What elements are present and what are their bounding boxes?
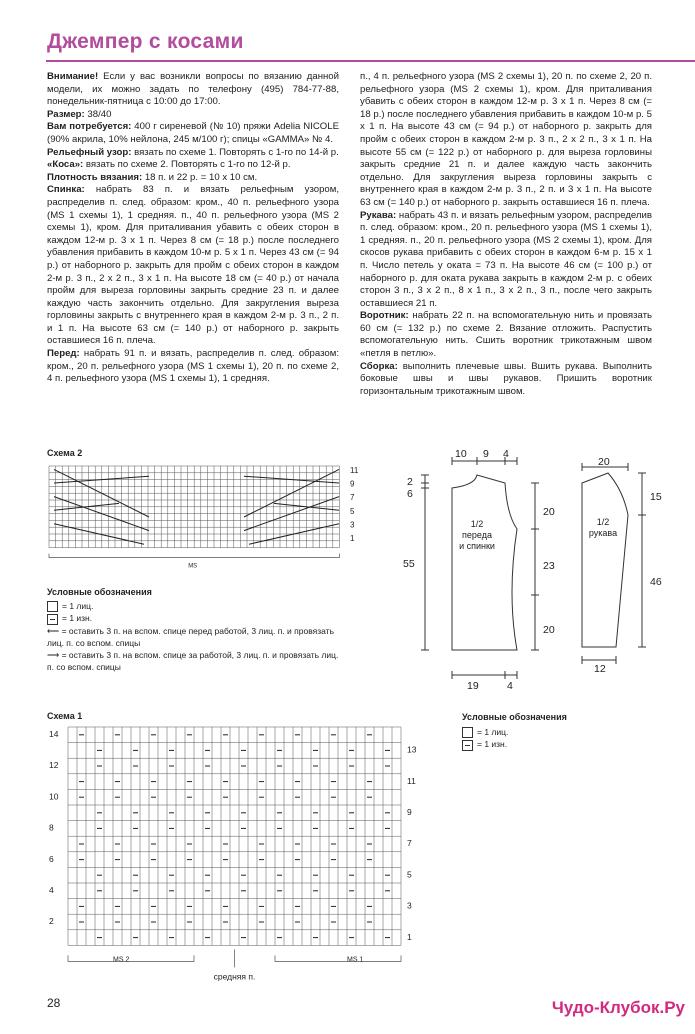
- front-outline: [452, 475, 517, 650]
- legend1-knit: = 1 лиц.: [462, 726, 508, 738]
- left_column-paragraph: Размер: 38/40: [47, 108, 112, 120]
- legend-cable-front: ⟵ = оставить 3 п. на вспом. спице перед работой, 3 лиц. п. и провязать лиц. п. со вспом. спицы: [47, 625, 335, 648]
- scheme2-grid: [49, 466, 339, 548]
- arrow-left-icon: ⟵: [47, 625, 60, 636]
- scheme2-ms-label: MS: [188, 563, 198, 570]
- scheme1-row-number-left: 2: [49, 916, 54, 927]
- scheme2-title: Схема 2: [47, 448, 83, 458]
- front-dim-right-20b: 20: [543, 624, 555, 636]
- scheme1-row-number-right: 7: [407, 838, 412, 849]
- scheme1-row-number-left: 12: [49, 760, 59, 771]
- scheme1-center-label: средняя п.: [213, 971, 256, 982]
- left-text-column: [47, 71, 339, 386]
- front-dim-bottom-19: 19: [467, 680, 479, 692]
- front-label-name: переда: [462, 530, 492, 540]
- front-back-pattern: [395, 445, 555, 695]
- scheme1-row-number-right: 1: [407, 931, 412, 942]
- scheme2-row-number: 11: [350, 466, 359, 475]
- scheme1-row-number-right: 5: [407, 869, 412, 880]
- front-label-fraction: 1/2: [470, 519, 484, 529]
- left_column-paragraph: Внимание! Если у вас возникли вопросы по вязанию данной модели, их можно задать по телефону (495) 784-77-88, понедельник-пятница с 10:00 до 17:00.: [47, 71, 339, 108]
- sleeve-dim-right-46: 46: [650, 576, 662, 588]
- page-title: Джемпер с косами: [47, 30, 244, 53]
- left_column-paragraph: Плотность вязания: 18 п. и 22 р. = 10 х 10 см.: [47, 171, 258, 183]
- scheme2-row-number: 9: [350, 479, 355, 489]
- scheme1-ms1-label: MS 1: [347, 956, 364, 964]
- sleeve-dim-bottom-12: 12: [594, 663, 606, 675]
- left_column-paragraph: Вам потребуется: 400 г сиреневой (№ 10) пряжи Adelia NICOLE (90% акрила, 10% нейлона, 245 м/100 г); спицы «GAMMA» № 4.: [47, 121, 339, 145]
- front-dim-left-2: 2: [407, 476, 413, 488]
- scheme1-chart: [47, 722, 427, 982]
- scheme1-legend-title: Условные обозначения: [462, 712, 567, 722]
- scheme2-row-number: 5: [350, 506, 355, 516]
- scheme2-legend: [47, 600, 347, 673]
- page-number: 28: [47, 996, 61, 1010]
- scheme1-row-number-right: 3: [407, 900, 412, 911]
- front-dim-top-4: 4: [503, 448, 509, 460]
- left_column-paragraph: Перед: набрать 91 п. и вязать, распределив п. след. образом: кром., 20 п. рельефного узора (MS 1 схемы 1), 20 п. по схеме 2, 4 п. рельефного узора (MS 1 схемы 1), 1 средняя.: [47, 348, 339, 385]
- knit-symbol-icon: [462, 727, 473, 738]
- sleeve-dim-top-20: 20: [598, 456, 610, 468]
- legend-knit: = 1 лиц.: [47, 600, 347, 612]
- front-dim-bottom-4: 4: [507, 680, 513, 692]
- scheme1-row-number-left: 4: [49, 885, 54, 895]
- scheme1-row-number-left: 14: [49, 729, 59, 739]
- scheme1-grid: [68, 727, 401, 945]
- scheme1-row-number-right: 11: [407, 775, 416, 786]
- purl-symbol-icon: [47, 614, 58, 625]
- scheme2-ms-bracket: [49, 554, 339, 558]
- scheme1-ms2-label: MS 2: [113, 956, 130, 964]
- scheme1-row-number-left: 8: [49, 822, 54, 833]
- scheme1-ms2-bracket: [68, 955, 194, 964]
- right_column-paragraph: Воротник: набрать 22 п. на вспомогательную нить и провязать 60 см (= 132 р.) по схеме 2. Вязание отложить. Распустить вспомогательную нить. Сшить воротник трикотажным швом «петля в петлю».: [360, 310, 652, 360]
- scheme2-chart: [47, 460, 377, 575]
- left_column-paragraph: Рельефный узор: вязать по схеме 1. Повторять с 1-го по 14-й р.: [47, 146, 339, 158]
- front-dim-top-10: 10: [455, 448, 467, 460]
- front-dim-left-55: 55: [403, 558, 415, 570]
- sleeve-dim-right-15: 15: [650, 491, 662, 503]
- scheme1-row-number-right: 9: [407, 807, 412, 817]
- right-text-column: [360, 71, 652, 398]
- brand-watermark: Чудо-Клубок.Ру: [551, 998, 685, 1017]
- title-divider: [46, 60, 695, 62]
- left_column-paragraph: «Коса»: вязать по схеме 2. Повторять с 1-го по 12-й р.: [47, 159, 291, 171]
- right_column-paragraph: Рукава: набрать 43 п. и вязать рельефным узором, распределив п. след. образом: кром., 20 п. рельефного узора (MS 1 схемы 1), 1 средняя. п., 20 п. рельефного узора (MS 2 схемы 1), кром. Для скосов рукава прибавить с обеих сторон в каждом 6-м р. 15 х 1 п. Число петель у оката = 73 п. На высоте 46 см (= 100 р.) от наборного р. для оката рукава закрыть в каждом 2-м р. с обеих сторон 3 п., 3 х 2 п., 8 х 1 п., 3 х 2 п., 3 п., после чего закрыть оставшиеся 21 п.: [360, 209, 652, 309]
- front-dim-right-23: 23: [543, 560, 555, 572]
- purl-symbol-icon: [462, 740, 473, 751]
- scheme2-row-number: 3: [350, 520, 355, 530]
- sleeve-pattern: [568, 455, 688, 680]
- scheme1-row-number-right: 13: [407, 744, 417, 755]
- scheme1-legend: [462, 726, 508, 751]
- left_column-paragraph: Спинка: набрать 83 п. и вязать рельефным узором, распределив п. след. образом: кром., 40 п. рельефного узора (MS 1 схемы 1), 1 средняя. п., 40 п. рельефного узора (MS 2 схемы 1), кром. Для приталивания убавить с обеих сторон в каждом 12-м р. 3 х 1 п. Через 8 см (= 18 р.) после последнего убавления прибавить в каждом 10-м р. 5 х 1 п. Через 43 см (= 94 р.) от наборного р. закрыть для пройм с обеих сторон в каждом 2-м р. 3 п., 2 х 2 п., 3 х 1 п. На высоте 18 см (= 40 р.) от начала пройм для выреза горловины закрыть средние 23 п. и далее каждую часть закончить отдельно. Для закругления выреза горловины закрыть с внутреннего края в каждом 2-м р. 3 п., 2 п. и 1 п. На высоте 63 см (= 140 р.) от наборного р. закрыть оставшиеся 16 п. плеча.: [47, 184, 339, 347]
- front-dim-top-9: 9: [483, 448, 489, 460]
- sleeve-label-fraction: 1/2: [596, 517, 610, 527]
- scheme1-row-number-left: 10: [49, 791, 59, 802]
- scheme1-title: Схема 1: [47, 711, 83, 721]
- scheme2-row-number: 7: [350, 493, 355, 503]
- legend1-purl: = 1 изн.: [462, 738, 508, 750]
- front-label-name2: и спинки: [459, 541, 495, 551]
- legend-purl: = 1 изн.: [47, 612, 347, 624]
- right_column-paragraph: п., 4 п. рельефного узора (MS 2 схемы 1), 20 п. по схеме 2, 20 п. рельефного узора (MS 2 схемы 1), кром. Для приталивания убавить с обеих сторон в каждом 12-м р. 3 х 1 п. Через 8 см (= 18 р.) после последнего убавления прибавить в каждом 10-м р. 5 х 1 п. На высоте 43 см (= 94 р.) от наборного р. закрыть для пройм с обеих сторон в каждом 2-м р. 3 п., 2 х 2 п., 3 х 1 п. На высоте 55 см (= 122 р.) от наборного р. для выреза горловины закрыть средние 21 п. и далее каждую часть закончить отдельно. Для закругления выреза горловины закрыть с внутреннего края в каждом 2-м р. 3 п., 2 п. и 3 х 1 п. На высоте 63 см (= 140 р.) от наборного р. закрыть оставшиеся 16 п. плеча.: [360, 71, 652, 208]
- scheme1-row-number-left: 6: [49, 853, 54, 864]
- arrow-right-icon: ⟶: [47, 649, 60, 660]
- sleeve-outline: [582, 473, 628, 647]
- front-dim-left-6: 6: [407, 488, 413, 500]
- scheme2-row-number: 1: [350, 534, 355, 543]
- scheme2-legend-title: Условные обозначения: [47, 587, 152, 597]
- scheme1-ms1-bracket: [275, 955, 401, 964]
- legend-cable-back: ⟶ = оставить 3 п. на вспом. спице за работой, 3 лиц. п. и провязать лиц. п. со вспом. спицы: [47, 649, 339, 672]
- knit-symbol-icon: [47, 601, 58, 612]
- right_column-paragraph: Сборка: выполнить плечевые швы. Вшить рукава. Выполнить боковые швы и швы рукавов. Пришить воротник горизонтальным трикотажным швом.: [360, 360, 652, 397]
- sleeve-label-name: рукава: [588, 528, 618, 538]
- front-dim-right-20a: 20: [543, 506, 555, 518]
